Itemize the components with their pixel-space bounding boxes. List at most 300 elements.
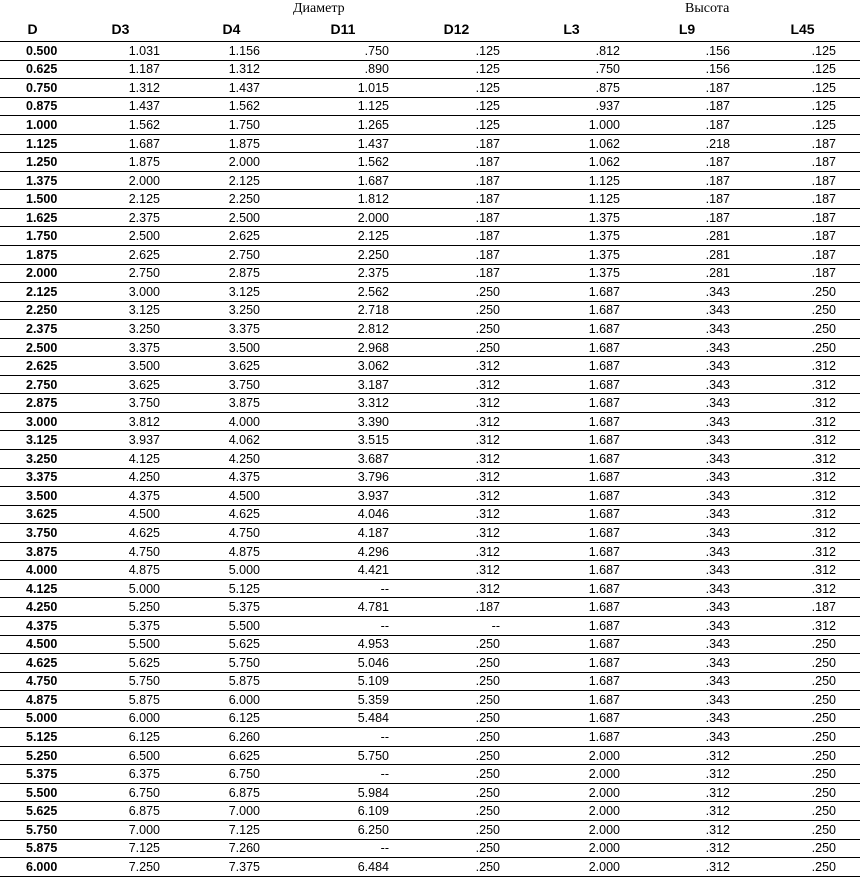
table-cell-d3: 3.500	[65, 357, 176, 376]
table-cell-d3: 4.750	[65, 542, 176, 561]
table-cell-d11: 3.312	[287, 394, 399, 413]
table-cell-d: 1.625	[0, 208, 65, 227]
table-cell-d4: 2.625	[176, 227, 287, 246]
table-row	[0, 208, 860, 227]
table-cell-d12: .250	[399, 635, 514, 654]
table-cell-d: 5.625	[0, 802, 65, 821]
table-cell-d: 5.250	[0, 746, 65, 765]
table-cell-l45: .250	[745, 839, 860, 858]
table-cell-d3: 7.250	[65, 858, 176, 877]
table-cell-l3: 1.000	[514, 116, 629, 135]
table-cell-l9: .312	[629, 783, 745, 802]
column-header-d3: D3	[111, 21, 130, 37]
column-header-d11: D11	[330, 21, 356, 37]
table-cell-d11: 3.187	[287, 375, 399, 394]
table-cell-d3: 6.000	[65, 709, 176, 728]
table-cell-l9: .343	[629, 542, 745, 561]
table-cell-l3: 1.687	[514, 691, 629, 710]
table-cell-l45: .187	[745, 190, 860, 209]
table-cell-l3: 1.687	[514, 561, 629, 580]
table-row	[0, 820, 860, 839]
table-cell-d12: .312	[399, 505, 514, 524]
table-cell-d12: .312	[399, 394, 514, 413]
table-cell-d: 5.500	[0, 783, 65, 802]
table-cell-d11: 1.125	[287, 97, 399, 116]
table-cell-l3: 1.687	[514, 394, 629, 413]
table-cell-d4: 5.750	[176, 654, 287, 673]
table-cell-d: 3.250	[0, 450, 65, 469]
table-cell-l3: .812	[514, 42, 629, 61]
table-cell-l45: .250	[745, 654, 860, 673]
table-cell-d: 4.250	[0, 598, 65, 617]
table-cell-d: 5.750	[0, 820, 65, 839]
table-cell-d12: --	[399, 616, 514, 635]
table-cell-l9: .187	[629, 208, 745, 227]
table-cell-d12: .125	[399, 97, 514, 116]
table-row	[0, 412, 860, 431]
table-cell-d: 2.875	[0, 394, 65, 413]
table-cell-d12: .312	[399, 487, 514, 506]
table-cell-l45: .187	[745, 171, 860, 190]
table-cell-d3: 6.500	[65, 746, 176, 765]
table-row	[0, 635, 860, 654]
table-cell-d: 1.375	[0, 171, 65, 190]
table-cell-d4: 2.250	[176, 190, 287, 209]
table-cell-l45: .187	[745, 208, 860, 227]
group-label-diameter: Диаметр	[293, 1, 345, 16]
table-cell-l9: .218	[629, 134, 745, 153]
table-body	[0, 42, 860, 877]
table-cell-d12: .312	[399, 357, 514, 376]
table-cell-d12: .250	[399, 691, 514, 710]
table-cell-d12: .312	[399, 579, 514, 598]
table-cell-l9: .187	[629, 190, 745, 209]
table-cell-d4: 4.875	[176, 542, 287, 561]
table-cell-d12: .250	[399, 802, 514, 821]
table-cell-l45: .312	[745, 357, 860, 376]
table-cell-l45: .250	[745, 783, 860, 802]
table-cell-d11: --	[287, 839, 399, 858]
table-cell-l9: .343	[629, 394, 745, 413]
table-cell-d4: 2.000	[176, 153, 287, 172]
table-cell-d3: 1.031	[65, 42, 176, 61]
table-cell-d12: .250	[399, 728, 514, 747]
table-row	[0, 709, 860, 728]
table-cell-l3: .937	[514, 97, 629, 116]
table-cell-d3: 5.875	[65, 691, 176, 710]
table-row	[0, 450, 860, 469]
table-cell-l3: 1.687	[514, 375, 629, 394]
table-cell-d3: 3.625	[65, 375, 176, 394]
table-cell-d4: 3.500	[176, 338, 287, 357]
table-cell-l9: .343	[629, 338, 745, 357]
table-cell-d12: .125	[399, 60, 514, 79]
table-cell-l3: 1.687	[514, 468, 629, 487]
table-cell-d11: 1.687	[287, 171, 399, 190]
table-cell-l3: 2.000	[514, 765, 629, 784]
table-cell-d3: 1.687	[65, 134, 176, 153]
table-cell-d: 2.375	[0, 320, 65, 339]
table-cell-d3: 3.375	[65, 338, 176, 357]
table-cell-l9: .343	[629, 728, 745, 747]
table-cell-d12: .250	[399, 746, 514, 765]
table-cell-d12: .125	[399, 116, 514, 135]
table-cell-d12: .125	[399, 79, 514, 98]
table-cell-l3: 2.000	[514, 820, 629, 839]
table-cell-l9: .343	[629, 505, 745, 524]
table-cell-l3: 1.375	[514, 264, 629, 283]
table-cell-d11: 3.515	[287, 431, 399, 450]
table-cell-l9: .343	[629, 468, 745, 487]
table-cell-l9: .343	[629, 431, 745, 450]
table-cell-l3: 1.687	[514, 709, 629, 728]
table-cell-l3: 1.062	[514, 134, 629, 153]
table-cell-d4: 1.875	[176, 134, 287, 153]
table-cell-d4: 6.625	[176, 746, 287, 765]
table-cell-d12: .187	[399, 190, 514, 209]
table-cell-d3: 5.625	[65, 654, 176, 673]
table-row	[0, 431, 860, 450]
table-cell-l3: 2.000	[514, 858, 629, 877]
table-cell-l45: .187	[745, 153, 860, 172]
column-header-d4: D4	[222, 21, 241, 37]
table-row	[0, 598, 860, 617]
table-cell-l9: .343	[629, 561, 745, 580]
table-cell-d4: 4.000	[176, 412, 287, 431]
table-cell-d4: 7.375	[176, 858, 287, 877]
table-cell-d3: 7.000	[65, 820, 176, 839]
table-cell-d3: 6.125	[65, 728, 176, 747]
table-cell-d11: 2.562	[287, 283, 399, 302]
table-cell-d4: 5.500	[176, 616, 287, 635]
table-cell-d12: .187	[399, 171, 514, 190]
table-cell-l45: .250	[745, 672, 860, 691]
table-cell-d12: .250	[399, 338, 514, 357]
table-cell-l45: .312	[745, 412, 860, 431]
table-row	[0, 858, 860, 877]
table-cell-d4: 1.312	[176, 60, 287, 79]
table-cell-d12: .187	[399, 153, 514, 172]
table-cell-d: 4.750	[0, 672, 65, 691]
table-cell-d4: 5.000	[176, 561, 287, 580]
table-row	[0, 746, 860, 765]
table-cell-d3: 4.375	[65, 487, 176, 506]
table-cell-d4: 3.875	[176, 394, 287, 413]
column-header-d12: D12	[443, 21, 470, 37]
table-cell-l3: 1.687	[514, 579, 629, 598]
table-row	[0, 505, 860, 524]
table-cell-d: 2.750	[0, 375, 65, 394]
table-cell-l9: .343	[629, 320, 745, 339]
table-cell-d12: .187	[399, 134, 514, 153]
table-cell-d12: .312	[399, 431, 514, 450]
table-cell-l45: .187	[745, 227, 860, 246]
table-cell-l45: .125	[745, 42, 860, 61]
table-cell-d11: .890	[287, 60, 399, 79]
table-row	[0, 60, 860, 79]
table-cell-l45: .250	[745, 802, 860, 821]
table-cell-l45: .250	[745, 765, 860, 784]
table-cell-d12: .250	[399, 820, 514, 839]
table-cell-d4: 1.750	[176, 116, 287, 135]
table-cell-d3: 5.250	[65, 598, 176, 617]
table-cell-d: 3.500	[0, 487, 65, 506]
table-cell-l9: .156	[629, 42, 745, 61]
table-cell-l45: .250	[745, 728, 860, 747]
table-cell-l45: .250	[745, 820, 860, 839]
table-cell-l9: .343	[629, 598, 745, 617]
table-row	[0, 579, 860, 598]
table-cell-d12: .250	[399, 283, 514, 302]
table-cell-d: 2.500	[0, 338, 65, 357]
table-cell-d11: 1.015	[287, 79, 399, 98]
table-cell-d: 2.250	[0, 301, 65, 320]
table-cell-l3: 2.000	[514, 839, 629, 858]
table-cell-d12: .312	[399, 450, 514, 469]
table-cell-d12: .312	[399, 468, 514, 487]
table-cell-l3: 1.375	[514, 246, 629, 265]
table-cell-d4: 6.000	[176, 691, 287, 710]
table-row	[0, 375, 860, 394]
table-cell-l9: .343	[629, 524, 745, 543]
table-cell-l3: 1.062	[514, 153, 629, 172]
table-cell-d4: 2.125	[176, 171, 287, 190]
table-cell-l9: .281	[629, 227, 745, 246]
table-row	[0, 153, 860, 172]
table-cell-d3: 3.250	[65, 320, 176, 339]
table-cell-d4: 5.625	[176, 635, 287, 654]
table-cell-d3: 2.000	[65, 171, 176, 190]
table-cell-d3: 2.125	[65, 190, 176, 209]
table-cell-l9: .187	[629, 171, 745, 190]
table-row	[0, 171, 860, 190]
table-row	[0, 190, 860, 209]
table-cell-d3: 7.125	[65, 839, 176, 858]
table-cell-l9: .187	[629, 153, 745, 172]
table-cell-d11: 4.187	[287, 524, 399, 543]
table-cell-d11: 4.781	[287, 598, 399, 617]
table-cell-d: 1.125	[0, 134, 65, 153]
table-cell-d12: .312	[399, 412, 514, 431]
table-cell-d: 1.000	[0, 116, 65, 135]
table-cell-d11: 1.562	[287, 153, 399, 172]
table-cell-d11: 2.000	[287, 208, 399, 227]
table-cell-d: 5.125	[0, 728, 65, 747]
table-row	[0, 802, 860, 821]
table-cell-l9: .312	[629, 802, 745, 821]
table-cell-d3: 1.875	[65, 153, 176, 172]
table-cell-d4: 2.750	[176, 246, 287, 265]
table-cell-d: 1.875	[0, 246, 65, 265]
table-row	[0, 134, 860, 153]
table-cell-d: 5.875	[0, 839, 65, 858]
table-cell-d: 0.750	[0, 79, 65, 98]
table-cell-l45: .312	[745, 524, 860, 543]
table-cell-d3: 5.375	[65, 616, 176, 635]
table-cell-d12: .187	[399, 227, 514, 246]
table-cell-d3: 2.625	[65, 246, 176, 265]
table-cell-d3: 4.875	[65, 561, 176, 580]
table-cell-d11: --	[287, 765, 399, 784]
table-cell-d11: 1.265	[287, 116, 399, 135]
table-row	[0, 561, 860, 580]
table-cell-d: 2.625	[0, 357, 65, 376]
table-cell-d4: 4.750	[176, 524, 287, 543]
table-cell-d4: 1.562	[176, 97, 287, 116]
table-cell-l3: 1.687	[514, 283, 629, 302]
table-cell-l45: .250	[745, 283, 860, 302]
table-cell-d11: --	[287, 728, 399, 747]
table-cell-l45: .250	[745, 691, 860, 710]
table-cell-d4: 3.750	[176, 375, 287, 394]
table-cell-d3: 2.750	[65, 264, 176, 283]
table-cell-d11: 1.437	[287, 134, 399, 153]
table-cell-d4: 4.062	[176, 431, 287, 450]
table-cell-l3: 1.687	[514, 672, 629, 691]
table-cell-d4: 2.875	[176, 264, 287, 283]
table-cell-d: 3.625	[0, 505, 65, 524]
table-cell-d12: .312	[399, 524, 514, 543]
table-row	[0, 691, 860, 710]
table-cell-d11: --	[287, 616, 399, 635]
table-cell-d4: 6.750	[176, 765, 287, 784]
table-cell-d: 3.750	[0, 524, 65, 543]
table-cell-d11: 6.484	[287, 858, 399, 877]
table-cell-d4: 4.500	[176, 487, 287, 506]
column-group-header	[0, 0, 864, 18]
table-cell-l9: .343	[629, 709, 745, 728]
table-cell-l3: 2.000	[514, 802, 629, 821]
table-cell-d3: 1.437	[65, 97, 176, 116]
table-cell-l9: .343	[629, 301, 745, 320]
table-row	[0, 468, 860, 487]
table-cell-l45: .125	[745, 60, 860, 79]
table-cell-d11: 3.937	[287, 487, 399, 506]
table-cell-l3: 1.687	[514, 357, 629, 376]
table-cell-d12: .250	[399, 839, 514, 858]
table-cell-l3: 1.687	[514, 616, 629, 635]
table-cell-l3: 1.687	[514, 728, 629, 747]
table-row	[0, 338, 860, 357]
table-cell-d3: 1.562	[65, 116, 176, 135]
table-cell-l9: .312	[629, 765, 745, 784]
table-cell-d3: 6.875	[65, 802, 176, 821]
table-cell-d3: 3.937	[65, 431, 176, 450]
table-cell-d11: 5.484	[287, 709, 399, 728]
table-cell-d3: 1.312	[65, 79, 176, 98]
table-cell-l45: .312	[745, 579, 860, 598]
table-cell-d: 4.125	[0, 579, 65, 598]
column-header-d: D	[27, 21, 38, 37]
table-row	[0, 227, 860, 246]
table-cell-l45: .312	[745, 561, 860, 580]
table-cell-d4: 2.500	[176, 208, 287, 227]
table-cell-d4: 6.125	[176, 709, 287, 728]
table-row	[0, 616, 860, 635]
table-cell-d4: 1.437	[176, 79, 287, 98]
table-cell-d4: 4.625	[176, 505, 287, 524]
table-cell-d: 3.375	[0, 468, 65, 487]
table-cell-l45: .312	[745, 505, 860, 524]
table-cell-d11: 2.125	[287, 227, 399, 246]
table-cell-l9: .343	[629, 283, 745, 302]
table-cell-d12: .187	[399, 264, 514, 283]
table-cell-d3: 3.750	[65, 394, 176, 413]
table-cell-d12: .125	[399, 42, 514, 61]
table-cell-d4: 3.375	[176, 320, 287, 339]
table-cell-d11: 2.718	[287, 301, 399, 320]
table-cell-d11: 6.250	[287, 820, 399, 839]
table-cell-l3: 1.687	[514, 450, 629, 469]
table-row	[0, 654, 860, 673]
table-cell-l45: .250	[745, 635, 860, 654]
table-cell-l45: .250	[745, 320, 860, 339]
table-cell-d3: 3.000	[65, 283, 176, 302]
table-cell-l3: 1.687	[514, 412, 629, 431]
table-header-row	[0, 17, 860, 42]
table-cell-l9: .343	[629, 635, 745, 654]
table-cell-l3: 2.000	[514, 783, 629, 802]
table-cell-l45: .312	[745, 450, 860, 469]
table-row	[0, 42, 860, 61]
table-cell-l9: .343	[629, 579, 745, 598]
table-cell-d11: 2.968	[287, 338, 399, 357]
table-cell-d12: .250	[399, 765, 514, 784]
table-cell-d12: .250	[399, 672, 514, 691]
table-cell-d11: .750	[287, 42, 399, 61]
table-cell-l9: .343	[629, 654, 745, 673]
table-cell-d11: 4.953	[287, 635, 399, 654]
table-cell-d: 1.750	[0, 227, 65, 246]
table-cell-d11: 4.046	[287, 505, 399, 524]
table-cell-d4: 6.260	[176, 728, 287, 747]
table-cell-d4: 6.875	[176, 783, 287, 802]
table-row	[0, 672, 860, 691]
table-row	[0, 839, 860, 858]
table-cell-l3: 1.125	[514, 171, 629, 190]
table-row	[0, 79, 860, 98]
table-cell-l45: .312	[745, 468, 860, 487]
table-cell-d: 4.500	[0, 635, 65, 654]
table-cell-d: 3.000	[0, 412, 65, 431]
table-cell-d4: 3.250	[176, 301, 287, 320]
table-row	[0, 283, 860, 302]
table-cell-d4: 7.000	[176, 802, 287, 821]
table-cell-d4: 7.260	[176, 839, 287, 858]
table-cell-d12: .250	[399, 301, 514, 320]
table-cell-d3: 1.187	[65, 60, 176, 79]
table-cell-d: 4.000	[0, 561, 65, 580]
table-row	[0, 487, 860, 506]
table-cell-d11: 5.109	[287, 672, 399, 691]
table-cell-d12: .312	[399, 542, 514, 561]
table-cell-d11: 6.109	[287, 802, 399, 821]
table-cell-l45: .125	[745, 116, 860, 135]
table-cell-l3: .875	[514, 79, 629, 98]
table-cell-d3: 5.500	[65, 635, 176, 654]
table-cell-l45: .187	[745, 134, 860, 153]
table-cell-d: 6.000	[0, 858, 65, 877]
table-cell-l45: .187	[745, 598, 860, 617]
table-cell-d4: 3.625	[176, 357, 287, 376]
table-cell-d12: .187	[399, 246, 514, 265]
table-cell-d11: 5.046	[287, 654, 399, 673]
table-cell-l9: .187	[629, 79, 745, 98]
table-cell-l3: 1.687	[514, 487, 629, 506]
table-cell-l3: 1.687	[514, 301, 629, 320]
table-cell-l45: .187	[745, 264, 860, 283]
table-cell-l9: .343	[629, 691, 745, 710]
